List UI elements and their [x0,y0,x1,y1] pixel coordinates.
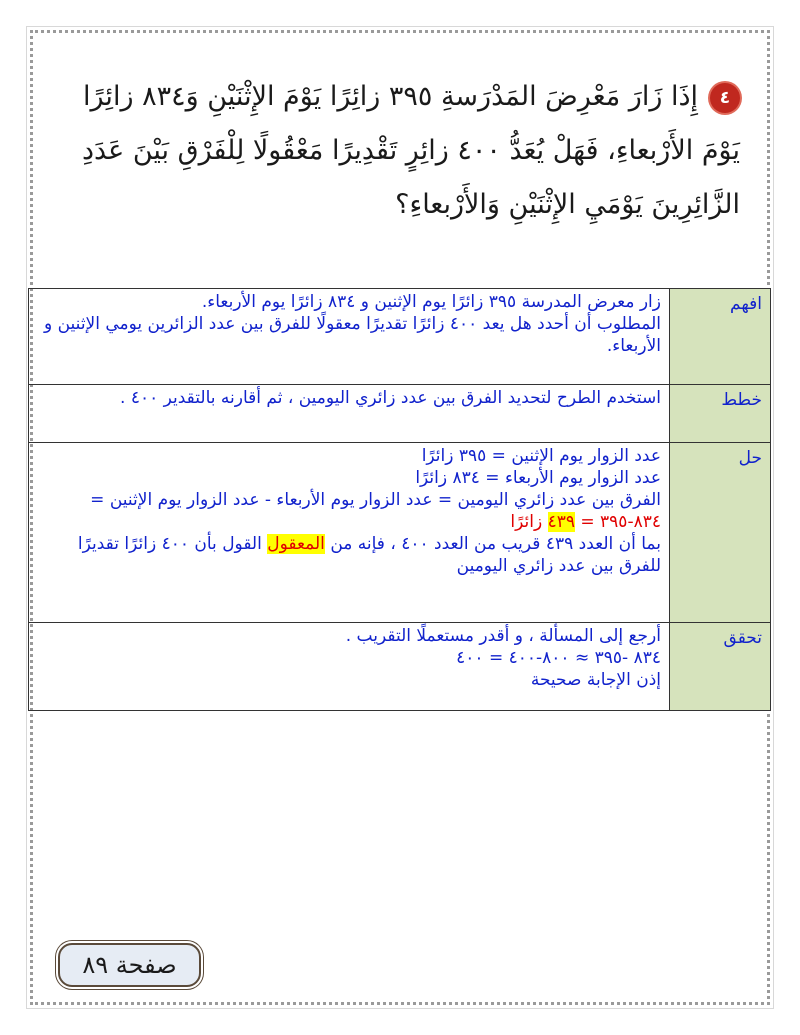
solve-row [29,443,771,623]
page-number-label: صفحة ٨٩ [58,943,201,987]
check-line-1: أرجع إلى المسألة ، و أقدر مستعملًا التقريب . [345,626,661,646]
solve-line-2: عدد الزوار يوم الأربعاء = ٨٣٤ زائرًا [415,468,661,488]
question-number-badge: ٤ [710,83,740,113]
solve-conclusion [37,533,661,577]
solve-conclusion-end: القول بأن ٤٠٠ زائرًا تقديرًا للفرق بين عدد زائري اليومين [77,534,661,576]
solve-content [29,443,670,623]
plan-content: استخدم الطرح لتحديد الفرق بين عدد زائري اليومين ، ثم أقارنه بالتقدير ٤٠٠ . [29,385,670,443]
solve-conclusion-highlight: المعقول [267,534,325,554]
plan-row [29,385,771,443]
question-text: إِذَا زَارَ مَعْرِضَ المَدْرَسةِ ٣٩٥ زائِرًا يَوْمَ الإِثْنَيْنِ وَ٨٣٤ زائِرًا يَوْمَ الأَرْبعاءِ، فَهَلْ يُعَدُّ ٤٠٠ زائِرٍ تَقْدِيرًا مَعْقُولًا لِلْفَرْقِ بَيْنَ عَدَدِ الزَّائِرِينَ يَوْمَيِ الإِثْنَيْنِ وَالأَرْبعاءِ؟ [81,81,740,220]
solve-conclusion-start: بما أن العدد ٤٣٩ قريب من العدد ٤٠٠ ، فإنه من [330,534,661,554]
solve-calc-expression: ٨٣٤-٣٩٥ [600,512,661,532]
understand-row [29,289,771,385]
check-line-3: إذن الإجابة صحيحة [530,670,661,690]
check-line-2: ٨٣٤ -٣٩٥ ≈ ٨٠٠-٤٠٠ = ٤٠٠ [456,648,661,668]
check-row [29,623,771,711]
solution-table [28,288,771,711]
solve-calc-equals: = [580,512,595,532]
understand-line-2: المطلوب أن أحدد هل يعد ٤٠٠ زائرًا تقديرًا معقولًا للفرق بين عدد الزائرين يومي الإثنين و الأربعاء. [44,314,661,356]
solve-label: حل [670,443,771,623]
understand-label: افهم [670,289,771,385]
understand-content [29,289,670,385]
check-label: تحقق [670,623,771,711]
check-content [29,623,670,711]
solve-calc-unit: زائرًا [510,512,543,532]
understand-line-1: زار معرض المدرسة ٣٩٥ زائرًا يوم الإثنين و ٨٣٤ زائرًا يوم الأربعاء. [201,292,661,312]
question [50,70,740,232]
solve-line-3-text: الفرق بين عدد زائري اليومين = عدد الزوار يوم الأربعاء - عدد الزوار يوم الإثنين = [90,490,661,510]
plan-label: خطط [670,385,771,443]
solve-line-1: عدد الزوار يوم الإثنين = ٣٩٥ زائرًا [421,446,661,466]
solve-line-3 [37,489,661,533]
solve-calc-result: ٤٣٩ [547,512,575,532]
